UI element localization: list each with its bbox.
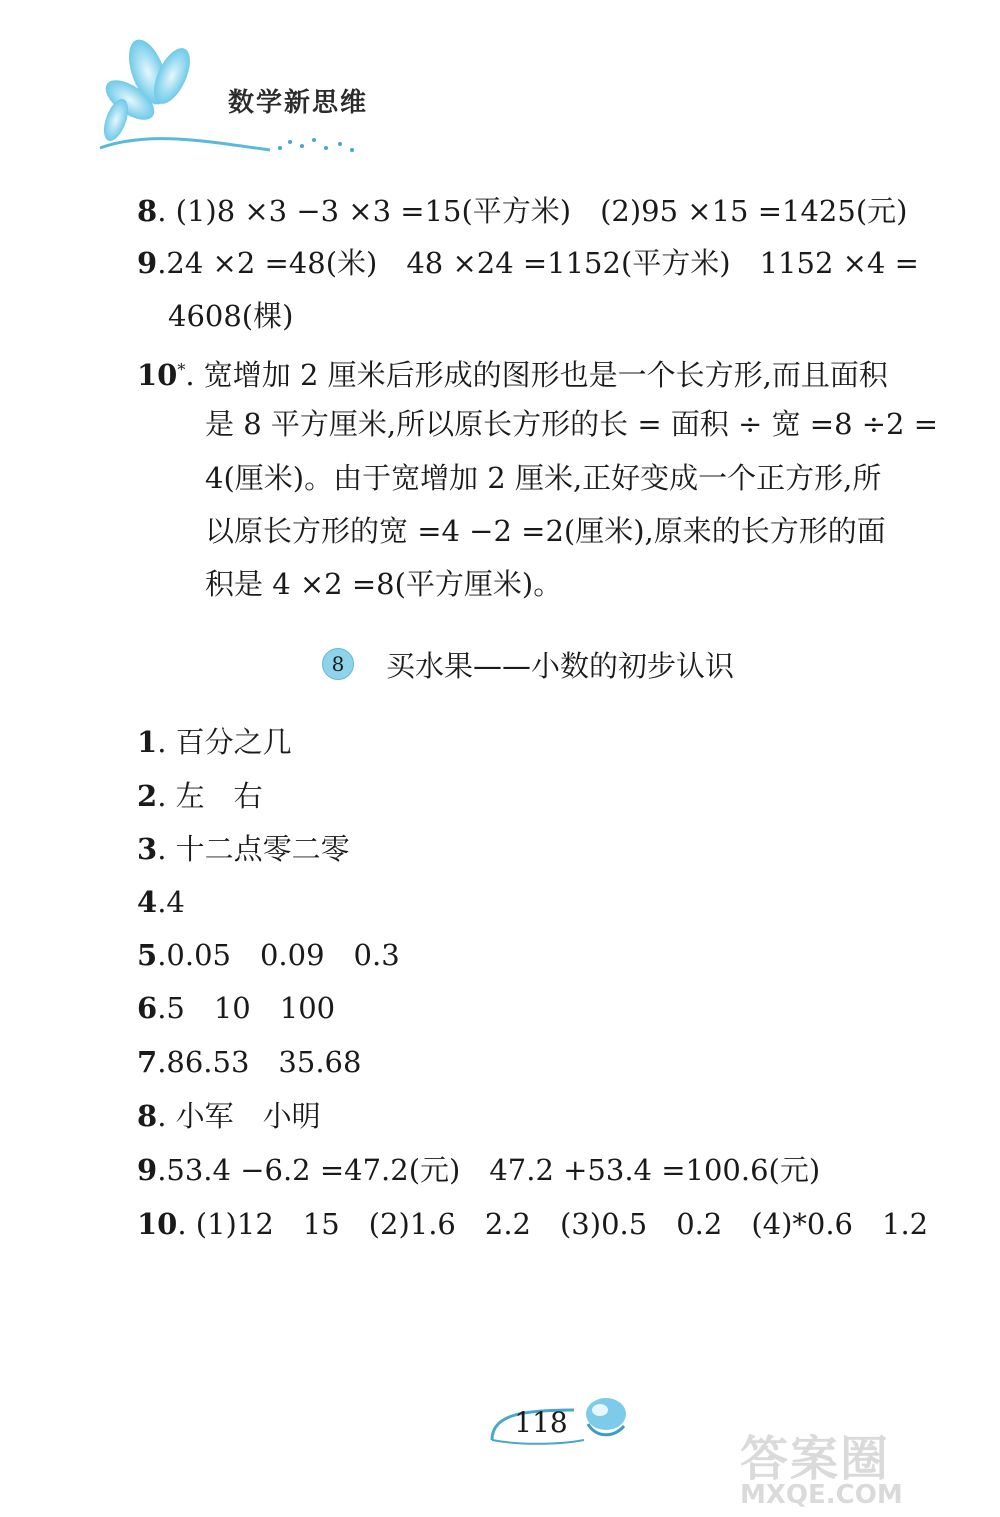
answer-2: 2. 左 右 (137, 779, 263, 813)
answer-prev-10-line3: 4(厘米)。由于宽增加 2 厘米,正好变成一个正方形,所 (205, 461, 882, 495)
section-number-badge: 8 (322, 648, 354, 680)
answer-8: 8. 小军 小明 (137, 1099, 321, 1133)
answer-6: 6.5 10 100 (137, 991, 336, 1025)
answer-5: 5.0.05 0.09 0.3 (137, 938, 400, 972)
answer-prev-10-line4: 以原长方形的宽 =4 −2 =2(厘米),原来的长方形的面 (205, 514, 886, 548)
answer-3: 3. 十二点零二零 (137, 832, 350, 866)
header-title: 数学新思维 (228, 88, 369, 118)
answer-1: 1. 百分之几 (137, 725, 292, 759)
answer-prev-9-cont: 4608(棵) (168, 299, 294, 333)
page-number: 118 (514, 1405, 568, 1439)
answer-prev-9: 9.24 ×2 =48(米) 48 ×24 =1152(平方米) 1152 ×4 = (137, 246, 919, 280)
answer-10: 10. (1)12 15 (2)1.6 2.2 (3)0.5 0.2 (4)*0.6 1.2 (137, 1207, 929, 1241)
answer-prev-8: 8. (1)8 ×3 −3 ×3 =15(平方米) (2)95 ×15 =1425(元) (137, 194, 908, 228)
answer-4: 4.4 (137, 885, 185, 919)
watermark-url: MXQE.COM (740, 1480, 903, 1510)
answer-prev-10: 10*. 宽增加 2 厘米后形成的图形也是一个长方形,而且面积 (137, 358, 888, 392)
section-heading (322, 644, 734, 684)
section-title: 买水果——小数的初步认识 (386, 648, 735, 683)
answer-7: 7.86.53 35.68 (137, 1045, 362, 1079)
answer-prev-10-line2: 是 8 平方厘米,所以原长方形的长 = 面积 ÷ 宽 =8 ÷2 = (205, 407, 939, 441)
answer-prev-10-line5: 积是 4 ×2 =8(平方厘米)。 (205, 567, 563, 601)
watermark-logo: 答案圈 (740, 1431, 891, 1487)
answer-9: 9.53.4 −6.2 =47.2(元) 47.2 +53.4 =100.6(元) (137, 1153, 821, 1187)
